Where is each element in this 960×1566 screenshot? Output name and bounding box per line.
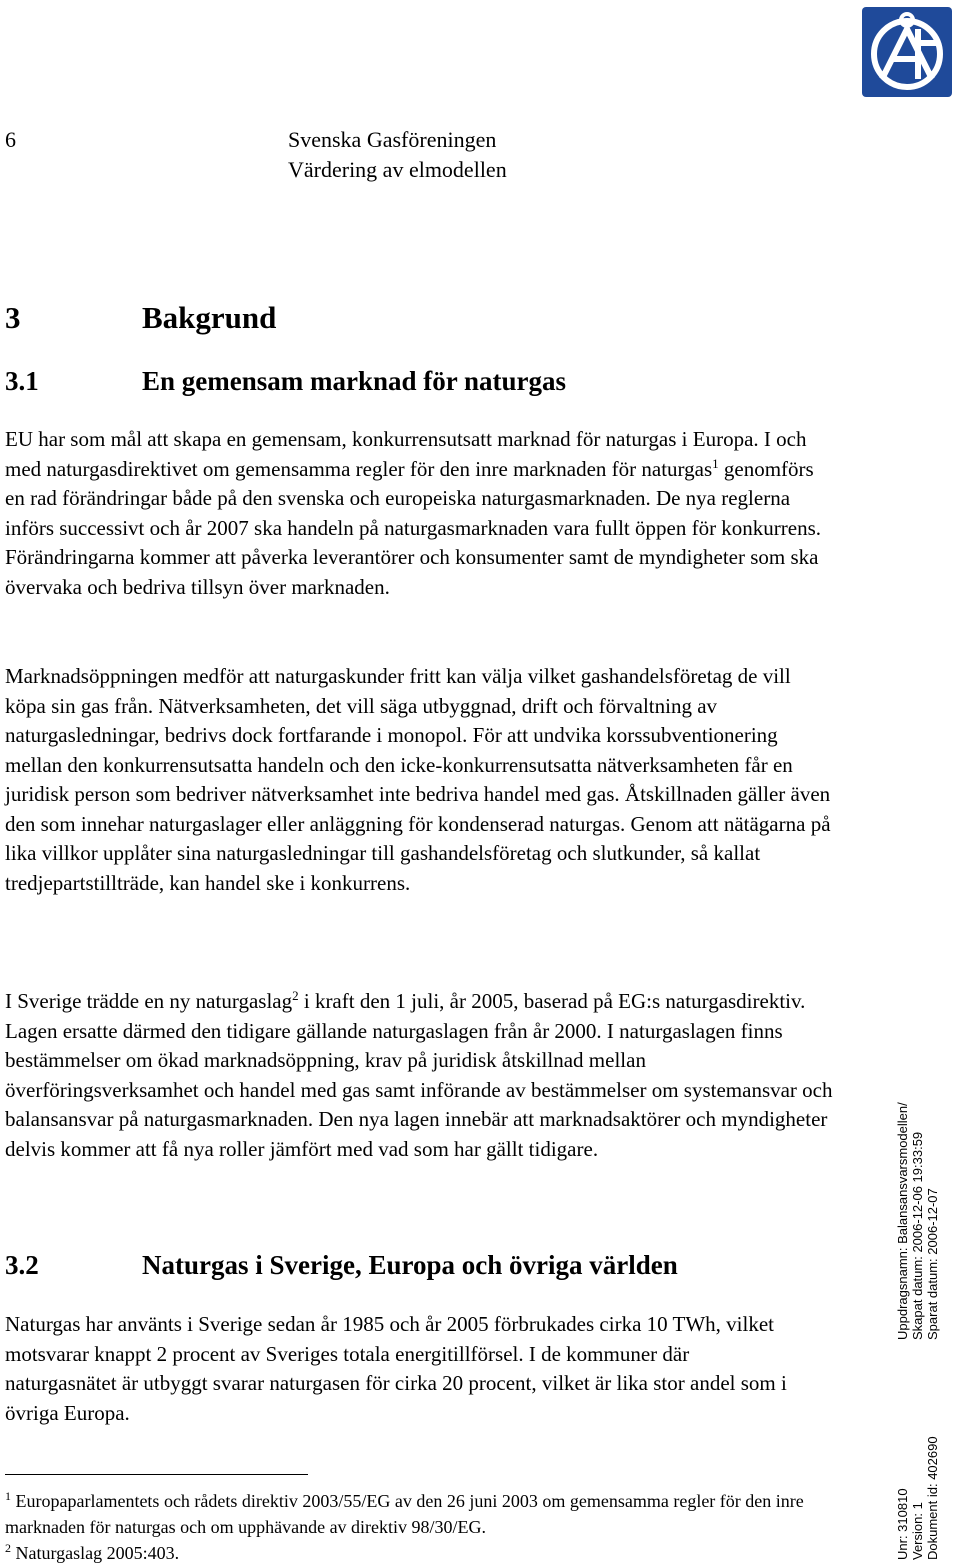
paragraph-natural-gas-sweden: Naturgas har använts i Sverige sedan år 1985 och år 2005 förbrukades cirka 10 TWh, vilket motsvarar knappt 2 procent av Sveriges totala energitillförsel. I de kommuner där naturgasnätet är utbyggt svarar naturgasen för cirka 20 procent, vilket är lika stor andel som i övriga Europa. — [5, 1312, 787, 1425]
paragraph-eu-market: EU har som mål att skapa en gemensam, konkurrensutsatt marknad för naturgas i Europa. I och med naturgasdirektivet om gemensamma regler för den inre marknaden för naturgas$^1$ genomförs en rad förändringar både på den svenska och europeiska naturgasmarknaden. De nya reglerna införs successivt och år 2007 ska handeln på naturgasmarknaden vara fullt öppen för konkurrens. Förändringarna kommer att påverka leverantörer och konsumenter samt de myndigheter som ska övervaka och bedriva tillsyn över marknaden. — [5, 427, 822, 599]
header-company: Svenska Gasföreningen — [288, 127, 497, 152]
side-meta-document-id: Dokument id: 402690 — [925, 1436, 940, 1560]
header-report-title: Värdering av elmodellen — [288, 157, 507, 182]
page-number: 6 — [5, 127, 16, 152]
side-meta-version: Version: 1 — [910, 1502, 925, 1560]
section-3-2-number: 3.2 — [5, 1250, 39, 1280]
side-meta-unr: Unr: 310810 — [895, 1488, 910, 1560]
footnote-ref-2: 2 — [292, 988, 299, 1003]
footnote-2: $^2$ Naturgaslag 2005:403. — [5, 1541, 180, 1563]
footnote-1: $^1$ Europaparlamentets och rådets direktiv 2003/55/EG av den 26 juni 2003 om gemensamma regler för den inre marknaden för naturgas och om upphävande av direktiv 98/30/EG. — [5, 1489, 804, 1537]
af-logo — [862, 7, 952, 97]
section-3-number: 3 — [5, 300, 21, 335]
footnote-separator — [5, 1474, 308, 1475]
section-3-2-title: Naturgas i Sverige, Europa och övriga världen — [142, 1250, 678, 1280]
side-meta-saved: Sparat datum: 2006-12-07 — [925, 1188, 940, 1340]
side-meta-assignment: Uppdragsnamn: Balansansvarsmodellen/ — [895, 1102, 910, 1340]
paragraph-market-opening: Marknadsöppningen medför att naturgaskunder fritt kan välja vilket gashandelsföretag de vill köpa sin gas från. Nätverksamheten, det vill säga utbyggnad, drift och förvaltning av naturgasledningar, bedrivs dock fortfarande i monopol. För att undvika korssubventionering mellan den konkurrensutsatta handeln och den icke-konkurrensutsatta nätverksamheten får en juridisk person som bedriver nätverksamhet inte bedriva handel med gas. Åtskillnaden gäller även den som innehar naturgaslager eller anläggning för kondenserad naturgas. Genom att nätägarna på lika villkor upplåter sina naturgasledningar till gashandelsföretag och slutkunder, så kallat tredjepartstillträde, kan handel ske i konkurrens. — [5, 664, 831, 895]
section-3-title: Bakgrund — [142, 300, 277, 335]
side-meta-created: Skapat datum: 2006-12-06 19:33:59 — [910, 1131, 925, 1340]
section-3-1-title: En gemensam marknad för naturgas — [142, 366, 567, 396]
footnote-ref-1: 1 — [712, 455, 719, 471]
section-3-1-number: 3.1 — [5, 366, 39, 396]
paragraph-swedish-law: I Sverige trädde en ny naturgaslag$^2$ i kraft den 1 juli, år 2005, baserad på EG:s naturgasdirektiv. Lagen ersatte därmed den tidigare gällande naturgaslagen från år 2000. I naturgaslagen finns bestämmelser om ökad marknadsöppning, krav på juridisk åtskillnad mellan överföringsverksamhet och handel med gas samt införande av bestämmelser om systemansvar och balansansvar på naturgasmarknaden. Den nya lagen innebär att marknadsaktörer och myndigheter delvis kommer att få nya roller jämfört med vad som har gällt tidigare. — [5, 988, 833, 1161]
